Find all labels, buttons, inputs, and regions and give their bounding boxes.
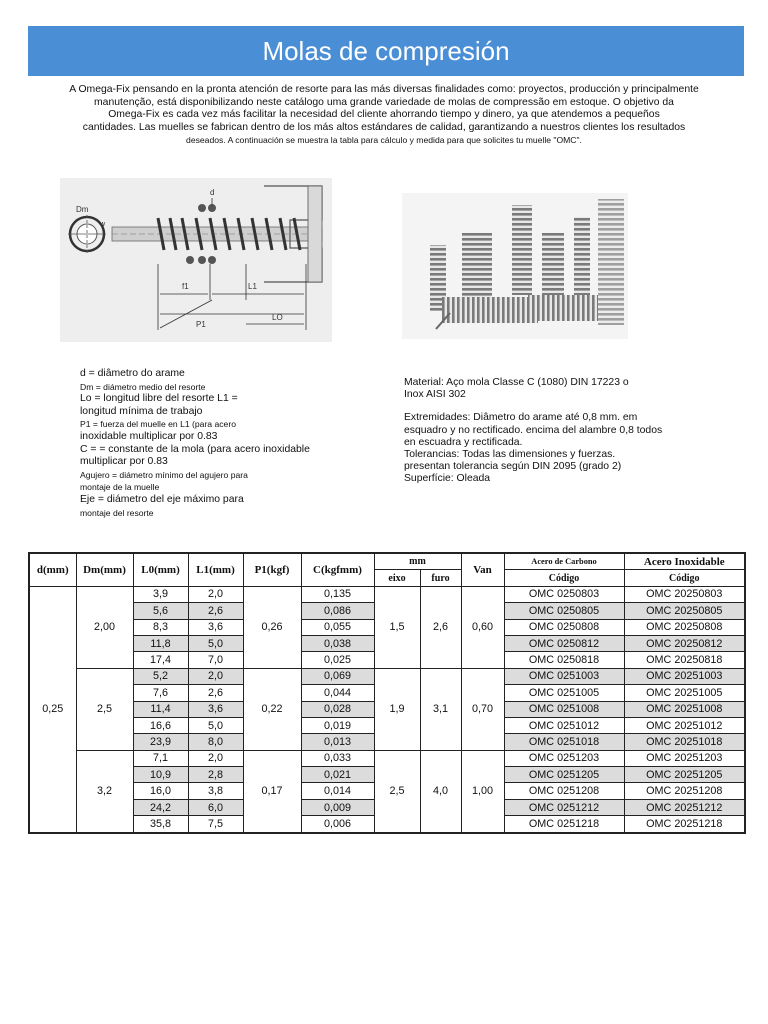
legend-line: longitud mínima de trabajo xyxy=(80,405,203,417)
cell-eixo: 2,5 xyxy=(374,750,420,832)
cell-code-carbon: OMC 0251003 xyxy=(504,668,624,684)
spec-line: presentan tolerancia según DIN 2095 (grado 2) xyxy=(404,461,622,473)
cell-c: 0,033 xyxy=(301,750,374,766)
springs-photo-svg xyxy=(402,193,628,339)
legend-line: multiplicar por 0.83 xyxy=(80,456,168,468)
symbols-legend xyxy=(80,368,330,519)
cell-l1: 8,0 xyxy=(188,734,243,750)
cell-code-carbon: OMC 0251205 xyxy=(504,767,624,783)
header-l0: L0(mm) xyxy=(133,553,188,586)
cell-code-carbon: OMC 0251018 xyxy=(504,734,624,750)
cell-l1: 2,8 xyxy=(188,767,243,783)
cell-l0: 7,1 xyxy=(133,750,188,766)
legend-line: d = diâmetro do arame xyxy=(80,368,185,379)
intro-line: manutenção, está disponibilizando neste catálogo uma grande variedade de molas de compressão em estoque. O objetivo da xyxy=(94,96,674,108)
label-w: w xyxy=(100,221,106,228)
label-dm: Dm xyxy=(76,205,89,214)
cell-code-inox: OMC 20251003 xyxy=(624,668,745,684)
cell-dm: 3,2 xyxy=(76,750,133,832)
label-d: d xyxy=(210,188,215,197)
cell-code-inox: OMC 20251218 xyxy=(624,816,745,833)
intro-paragraph xyxy=(34,84,734,147)
cell-code-carbon: OMC 0251005 xyxy=(504,685,624,701)
cell-l1: 3,6 xyxy=(188,701,243,717)
table-row xyxy=(29,750,745,766)
cell-l0: 11,8 xyxy=(133,635,188,651)
cell-code-carbon: OMC 0251218 xyxy=(504,816,624,833)
cell-code-inox: OMC 20251205 xyxy=(624,767,745,783)
cell-c: 0,044 xyxy=(301,685,374,701)
cell-l1: 2,6 xyxy=(188,685,243,701)
legend-line: Dm = diámetro medio del resorte xyxy=(80,381,206,392)
cell-code-inox: OMC 20250805 xyxy=(624,603,745,619)
cell-van: 0,70 xyxy=(461,668,504,750)
cell-code-carbon: OMC 0251008 xyxy=(504,701,624,717)
header-p1: P1(kgf) xyxy=(243,553,301,586)
cell-c: 0,086 xyxy=(301,603,374,619)
spring-spec-table xyxy=(28,552,746,834)
cell-code-carbon: OMC 0251203 xyxy=(504,750,624,766)
cell-code-inox: OMC 20251203 xyxy=(624,750,745,766)
cell-c: 0,019 xyxy=(301,717,374,733)
cell-l0: 5,6 xyxy=(133,603,188,619)
spec-line: Material: Aço mola Classe C (1080) DIN 17223 o xyxy=(404,377,629,388)
cell-l1: 2,0 xyxy=(188,668,243,684)
legend-line: inoxidable multiplicar por 0.83 xyxy=(80,430,218,442)
cell-code-carbon: OMC 0251012 xyxy=(504,717,624,733)
header-stainless-steel: Acero Inoxidable xyxy=(624,553,745,570)
legend-line: Lo = longitud libre del resorte L1 = xyxy=(80,393,238,405)
cell-code-inox: OMC 20251018 xyxy=(624,734,745,750)
cell-dm: 2,00 xyxy=(76,586,133,668)
cell-p1: 0,17 xyxy=(243,750,301,832)
header-furo: furo xyxy=(420,570,461,586)
cell-p1: 0,26 xyxy=(243,586,301,668)
cell-code-inox: OMC 20250818 xyxy=(624,652,745,668)
header-dm: Dm(mm) xyxy=(76,553,133,586)
cell-c: 0,025 xyxy=(301,652,374,668)
spring-dimension-diagram xyxy=(60,178,332,342)
cell-code-inox: OMC 20251208 xyxy=(624,783,745,799)
springs-photo xyxy=(402,193,628,339)
header-codigo-inox: Código xyxy=(624,570,745,586)
cell-c: 0,021 xyxy=(301,767,374,783)
cell-code-inox: OMC 20250803 xyxy=(624,586,745,602)
cell-code-carbon: OMC 0250803 xyxy=(504,586,624,602)
cell-code-carbon: OMC 0250808 xyxy=(504,619,624,635)
label-p1: P1 xyxy=(196,320,206,329)
cell-van: 0,60 xyxy=(461,586,504,668)
spec-line: Superfície: Oleada xyxy=(404,473,491,485)
label-lo: LO xyxy=(272,313,283,322)
spring-diagram-svg xyxy=(60,178,332,342)
legend-line: Eje = diámetro del eje máximo para xyxy=(80,493,244,505)
cell-l0: 23,9 xyxy=(133,734,188,750)
header-van: Van xyxy=(461,553,504,586)
cell-l0: 17,4 xyxy=(133,652,188,668)
spec-line: esquadro y no rectificado. encima del alambre 0,8 todos xyxy=(404,424,663,436)
cell-code-carbon: OMC 0251212 xyxy=(504,799,624,815)
cell-c: 0,038 xyxy=(301,635,374,651)
cell-l0: 8,3 xyxy=(133,619,188,635)
cell-l0: 35,8 xyxy=(133,816,188,833)
label-l1: L1 xyxy=(248,282,257,291)
spec-line: en escuadra y rectificada. xyxy=(404,436,523,448)
cell-code-inox: OMC 20250808 xyxy=(624,619,745,635)
cell-l1: 3,8 xyxy=(188,783,243,799)
legend-line: montaje del resorte xyxy=(80,507,154,518)
spec-line: Extremidades: Diâmetro do arame até 0,8 mm. em xyxy=(404,412,638,424)
spec-line: Tolerancias: Todas las dimensiones y fuerzas. xyxy=(404,449,616,461)
table-row xyxy=(29,586,745,602)
intro-line: Omega-Fix es cada vez más facilitar la necesidad del cliente ahorrando tiempo y dinero, ya que atendemos a pequeños xyxy=(108,109,660,121)
cell-p1: 0,22 xyxy=(243,668,301,750)
cell-l0: 24,2 xyxy=(133,799,188,815)
cell-l1: 2,6 xyxy=(188,603,243,619)
page-title-banner xyxy=(28,26,744,76)
cell-furo: 2,6 xyxy=(420,586,461,668)
cell-dm: 2,5 xyxy=(76,668,133,750)
header-c: C(kgfmm) xyxy=(301,553,374,586)
cell-code-carbon: OMC 0250818 xyxy=(504,652,624,668)
legend-line: Agujero = diámetro mínimo del agujero para xyxy=(80,469,248,480)
cell-furo: 3,1 xyxy=(420,668,461,750)
intro-line: deseados. A continuación se muestra la tabla para cálculo y medida para que solicites tu muelle "OMC". xyxy=(186,135,582,146)
cell-c: 0,135 xyxy=(301,586,374,602)
cell-furo: 4,0 xyxy=(420,750,461,832)
cell-c: 0,006 xyxy=(301,816,374,833)
cell-code-inox: OMC 20251005 xyxy=(624,685,745,701)
header-eixo: eixo xyxy=(374,570,420,586)
cell-c: 0,069 xyxy=(301,668,374,684)
cell-l0: 11,4 xyxy=(133,701,188,717)
cell-code-carbon: OMC 0251208 xyxy=(504,783,624,799)
cell-l0: 7,6 xyxy=(133,685,188,701)
cell-l0: 10,9 xyxy=(133,767,188,783)
label-f1: f1 xyxy=(182,282,189,291)
cell-code-inox: OMC 20251008 xyxy=(624,701,745,717)
cell-c: 0,014 xyxy=(301,783,374,799)
intro-line: cantidades. Las muelles se fabrican dentro de los más altos estándares de calidad, garantizando a nuestros clientes los resultados xyxy=(82,121,686,133)
cell-eixo: 1,5 xyxy=(374,586,420,668)
cell-l0: 16,0 xyxy=(133,783,188,799)
header-codigo-carbon: Código xyxy=(504,570,624,586)
cell-d: 0,25 xyxy=(29,586,76,832)
cell-l0: 3,9 xyxy=(133,586,188,602)
cell-l1: 5,0 xyxy=(188,717,243,733)
page-title: Molas de compresión xyxy=(262,35,510,66)
legend-line: P1 = fuerza del muelle en L1 (para acero xyxy=(80,419,236,430)
material-specs xyxy=(404,377,694,486)
table-row xyxy=(29,668,745,684)
cell-l0: 16,6 xyxy=(133,717,188,733)
cell-code-carbon: OMC 0250805 xyxy=(504,603,624,619)
header-d: d(mm) xyxy=(29,553,76,586)
cell-code-inox: OMC 20250812 xyxy=(624,635,745,651)
cell-l1: 5,0 xyxy=(188,635,243,651)
cell-c: 0,028 xyxy=(301,701,374,717)
cell-code-carbon: OMC 0250812 xyxy=(504,635,624,651)
intro-line: A Omega-Fix pensando en la pronta atención de resorte para las más diversas finalidades como: proyectos, producción y principalmente xyxy=(69,84,699,95)
legend-line: montaje de la muelle xyxy=(80,482,160,493)
header-carbon-steel: Acero de Carbono xyxy=(504,553,624,570)
cell-l1: 2,0 xyxy=(188,586,243,602)
cell-van: 1,00 xyxy=(461,750,504,832)
cell-code-inox: OMC 20251212 xyxy=(624,799,745,815)
cell-l1: 6,0 xyxy=(188,799,243,815)
cell-c: 0,055 xyxy=(301,619,374,635)
cell-l1: 2,0 xyxy=(188,750,243,766)
cell-l0: 5,2 xyxy=(133,668,188,684)
spec-line: Inox AISI 302 xyxy=(404,389,466,401)
cell-c: 0,013 xyxy=(301,734,374,750)
header-mm: mm xyxy=(374,553,461,570)
cell-l1: 3,6 xyxy=(188,619,243,635)
cell-c: 0,009 xyxy=(301,799,374,815)
cell-l1: 7,5 xyxy=(188,816,243,833)
legend-line: C = = constante de la mola (para acero inoxidable xyxy=(80,443,310,455)
cell-eixo: 1,9 xyxy=(374,668,420,750)
cell-code-inox: OMC 20251012 xyxy=(624,717,745,733)
cell-l1: 7,0 xyxy=(188,652,243,668)
header-l1: L1(mm) xyxy=(188,553,243,586)
